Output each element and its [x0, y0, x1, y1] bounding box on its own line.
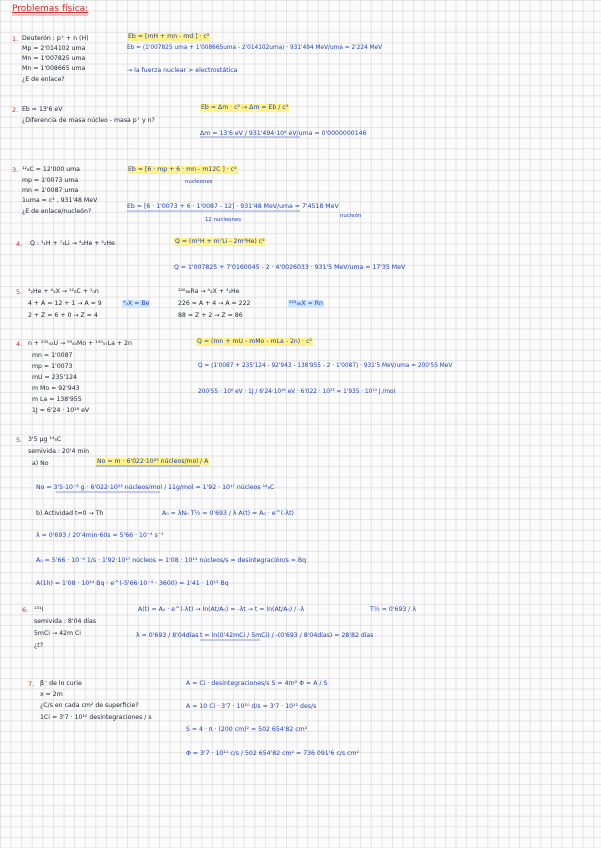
problem-3-unit: nucleón	[340, 213, 362, 219]
problem-5b-activity-1h: A(1h) = 1'08 · 10¹⁴ Bq · e^(-5'66·10⁻⁴ · 3600) = 1'41 · 10¹³ Bq	[36, 580, 229, 587]
problem-2-line: Eb = 13'6 eV	[22, 106, 63, 113]
problem-2-number: 2.	[12, 106, 19, 114]
problem-4-number: 4.	[16, 240, 23, 248]
page-title: Problemas física:	[12, 4, 89, 14]
problem-4b-equation: Q = (mn + mU - mMo - mLa - 2n) · c²	[197, 338, 312, 345]
problem-6-line: 5mCi → 42m Ci	[34, 630, 82, 637]
problem-5-line: ⁴₂He + ᴬ₂X → ¹²₆C + ¹₀n	[28, 288, 99, 295]
problem-3-number: 3.	[12, 166, 19, 174]
problem-3-line: mp = 1'0073 uma	[22, 177, 79, 184]
problem-3-line: 1uma = c² , 931'48 MeV	[22, 197, 98, 204]
problem-3-equation: Eb = [6 · mp + 6 · mn - m12C ] · c²	[128, 166, 237, 173]
problem-1-line: Mn = 1'008665 uma	[22, 65, 86, 72]
problem-7-number: 7.	[28, 680, 35, 688]
problem-5-line: 4 + A = 12 + 1 → A = 9	[28, 300, 102, 307]
problem-3-line: ¹²₆C = 12'000 uma	[22, 166, 80, 173]
problem-4-line: Q : ¹₁H + ⁷₃Li → ⁴₂He + ⁴₂He	[30, 240, 115, 247]
problem-5-result: ²²²₈₆X = Rn	[289, 300, 323, 307]
problem-4b-equation: 200'55 · 10⁶ eV · 1J / 6'24·10¹⁸ eV · 6'022 · 10²³ = 1'935 · 10¹³ J /mol	[198, 389, 396, 395]
problem-5b-line: 3'5 μg ¹⁴₆C	[28, 436, 62, 443]
problem-1-equation: Eb = (1'007825 uma + 1'008665uma - 2'014102uma) · 931'494 MeV/uma = 2'224 MeV	[127, 45, 383, 51]
problem-1-line: Deuterón : p⁺ + n (H)	[22, 35, 89, 42]
problem-1-line: Mp = 2'014102 uma	[22, 45, 86, 52]
problem-6-line: ¿t?	[34, 642, 43, 649]
problem-3-label: nucleones	[185, 179, 213, 185]
problem-1-line: Mn = 1'007825 uma	[22, 55, 86, 62]
problem-4b-equation: Q = (1'0087 + 235'124 - 92'943 - 138'955 - 2 · 1'0087) · 931'5 MeV/uma = 200'55 MeV	[198, 363, 453, 369]
problem-3-line: ¿E de enlace/nucleón?	[22, 208, 92, 215]
problem-5-line: 2 + Z = 6 + 0 → Z = 4	[28, 312, 98, 319]
problem-6-time: t = ln(0'42mCi / 5mCi) / -(0'693 / 8'04días) = 28'82 días	[200, 632, 374, 639]
problem-5-equation: ²²⁶₈₈Ra → ᴬ₂X + ⁴₂He	[178, 288, 240, 295]
problem-2-result: Δm = 13'6 eV / 931'494·10⁶ eV/uma = 0'0000000146	[200, 130, 367, 137]
problem-4b-data: m La = 138'955	[32, 396, 82, 403]
problem-5b-line: semivida : 20'4 min	[28, 448, 90, 455]
problem-7-line: ¿C/s en cada cm² de superficie?	[40, 702, 139, 709]
problem-4b-data: mp = 1'0073	[32, 363, 73, 370]
problem-4b-data: 1J = 6'24 · 10¹⁸ eV	[32, 407, 90, 414]
problem-6-half-life: T½ = 0'693 / λ	[370, 606, 417, 613]
problem-6-equation: A(t) = A₀ · e^(-λt) → ln(At/A₀) = -λt → t = ln(At/A₀) / -λ	[138, 606, 305, 613]
problem-7-formulas: A = Ci · desintegraciones/s S = 4πr² Φ = A / S	[186, 680, 328, 687]
problem-1-line: ¿E de enlace?	[22, 76, 65, 83]
problem-1-equation: Eb = [mH + mn - md ] · c²	[128, 33, 210, 40]
problem-7-line: 1Ci = 3'7 · 10¹⁰ desintegraciones / s	[40, 714, 152, 721]
problem-7-surface: S = 4 · π · (200 cm)² = 502 654'82 cm²	[186, 726, 308, 733]
problem-4b-data: mU = 235'124	[32, 374, 77, 381]
problem-5b-equation: No = 3'5·10⁻⁶ g · 6'022·10²³ núcleos/mol / 11g/mol = 1'92 · 10¹⁷ núcleos ¹⁴₆C	[36, 484, 275, 491]
problem-5-result: ⁹₄X = Be	[123, 300, 150, 307]
problem-5-number: 5.	[16, 288, 23, 296]
problem-5b-lambda: λ = 0'693 / 20'4min·60s = 5'66 · 10⁻⁴ s⁻¹	[36, 532, 164, 539]
problem-2-line: ¿Diferencia de masa núcleo - masa p⁺ y n?	[22, 117, 155, 124]
problem-7-line: x = 2m	[40, 691, 63, 698]
problem-5b-activity: A₀ = 5'66 · 10⁻⁴ 1/s · 1'92·10¹⁷ núcleos = 1'08 · 10¹⁴ núcleos/s = desintegración/s = Bq	[36, 557, 307, 564]
problem-1-number: 1.	[12, 35, 19, 43]
problem-4-result: Q = 1'007825 + 7'0160045 - 2 · 4'0026033 · 931'5 MeV/uma = 17'35 MeV	[174, 264, 406, 271]
problem-5b-formulas: A₀ = λN₀ T½ = 0'693 / λ A(t) = A₀ · e^(-λt)	[162, 510, 294, 517]
problem-5-equation: 88 = Z + 2 → Z = 86	[178, 312, 243, 319]
problem-4-equation: Q = (m¹H + m⁷Li - 2m⁴He) c²	[175, 238, 265, 245]
problem-5b-line: a) No	[32, 460, 49, 467]
problem-5b-part-b: b) Actividad t=0 → Th	[36, 510, 104, 517]
problem-6-line: ¹³¹I	[34, 606, 44, 613]
problem-5-equation: 226 = A + 4 → A = 222	[178, 300, 251, 307]
problem-7-line: β⁻ de lo curie	[40, 680, 82, 687]
problem-5b-equation: No = m · 6'022·10²³ núcleos/mol / A	[97, 458, 209, 465]
problem-7-flux: Φ = 3'7 · 10¹¹ c/s / 502 654'82 cm² = 736 091'6 c/s cm²	[186, 750, 359, 757]
problem-6-line: semivida : 8'04 días	[34, 618, 97, 625]
problem-7-activity: A = 10 Ci · 3'7 · 10¹⁰ d/s = 3'7 · 10¹¹ des/s	[186, 703, 317, 710]
problem-1-note: → la fuerza nuclear > electrostática	[127, 67, 238, 74]
problem-2-equation: Eb = Δm · c² → Δm = Eb / c²	[201, 104, 289, 111]
problem-3-line: mn = 1'0087 uma	[22, 187, 79, 194]
problem-4b-line: n + ²³⁵₉₂U → ⁹³₄₀Mo + ¹³⁹₅₇La + 2n	[28, 340, 132, 347]
problem-3-label: 12 nucleones	[205, 217, 242, 223]
problem-5b-number: 5.	[16, 436, 23, 444]
problem-4b-data: mn = 1'0087	[32, 352, 73, 359]
problem-3-equation: Eb = [6 · 1'0073 + 6 · 1'0087 - 12] · 931'48 MeV/uma = 7'4518 MeV	[127, 203, 339, 210]
problem-6-number: 6.	[22, 606, 29, 614]
problem-4b-number: 4.	[16, 340, 23, 348]
problem-4b-data: m Mo = 92'943	[32, 385, 80, 392]
problem-6-lambda: λ = 0'693 / 8'04días	[136, 632, 199, 639]
